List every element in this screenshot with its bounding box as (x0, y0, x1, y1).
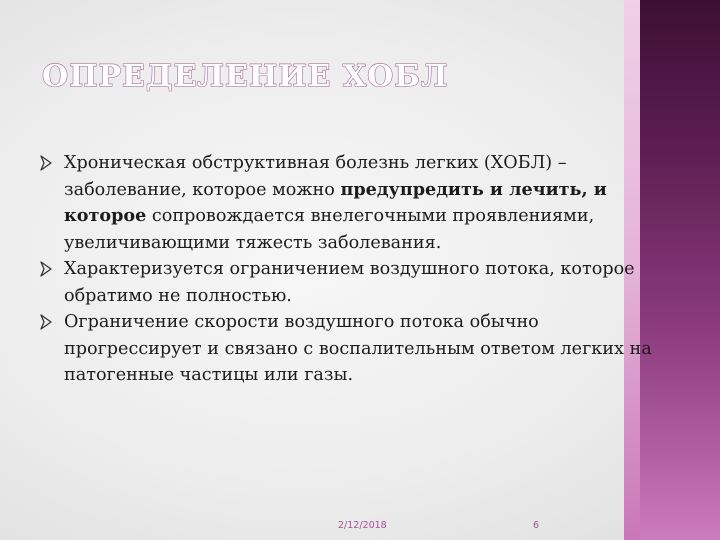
footer-page-number: 6 (533, 520, 540, 531)
bullet-list (40, 150, 680, 389)
bullet-text: Ограничение скорости воздушного потока обычно прогрессирует и связано с воспалительным ответом легких на патогенные частицы или газы. (64, 312, 652, 385)
bullet-item-airflow (40, 256, 680, 309)
bullet-text-bold: предупредить и лечить, и которое (64, 178, 607, 226)
arrow-bullet-icon (40, 314, 52, 330)
bullet-item-progression (40, 309, 680, 389)
bullet-text: Характеризуется ограничением воздушного потока, которое обратимо не полностью. (64, 259, 635, 306)
slide-title-text: ОПРЕДЕЛЕНИЕ ХОБЛ (42, 59, 449, 94)
arrow-bullet-icon (40, 155, 52, 171)
bullet-text: Хроническая обструктивная болезнь легких (ХОБЛ) – заболевание, которое можно (64, 153, 567, 200)
footer-date: 2/12/2018 (338, 520, 387, 531)
bullet-item-definition (40, 150, 680, 256)
bullet-text-continued: сопровождается внелегочными проявлениями, увеличивающими тяжесть заболевания. (64, 206, 595, 253)
arrow-bullet-icon (40, 261, 52, 277)
slide-title (40, 52, 540, 98)
